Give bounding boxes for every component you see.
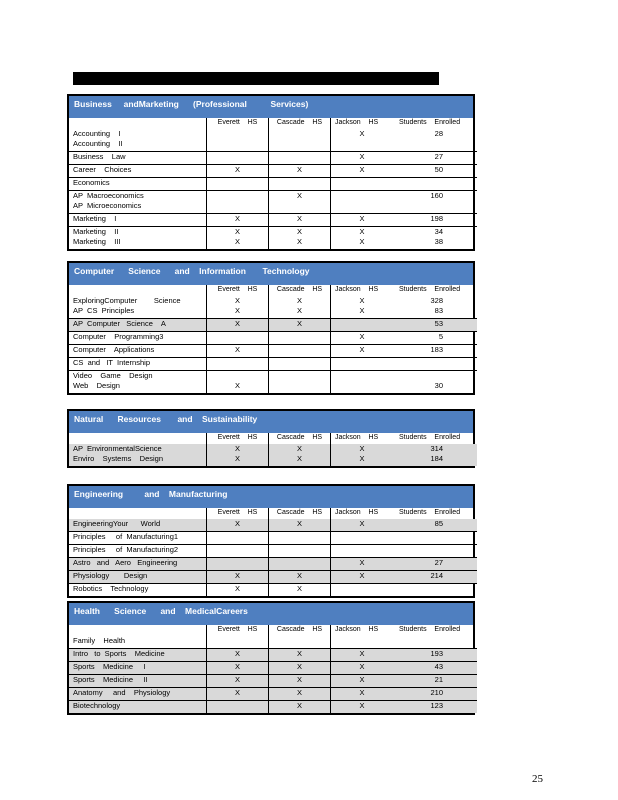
jackson-enrolled-cell	[331, 571, 478, 584]
header-course	[69, 508, 207, 519]
table-row	[69, 371, 477, 394]
course-section	[67, 94, 475, 251]
jackson-enrolled-cell	[331, 178, 478, 191]
table-row	[69, 532, 477, 545]
jackson-enrolled-cell	[331, 358, 478, 371]
everett-mark: X	[207, 675, 269, 688]
enrolled-count: 5	[438, 332, 443, 341]
course-name: Accounting I Accounting II	[73, 129, 123, 148]
header-enrolled: Students Enrolled	[399, 286, 461, 293]
table-row	[69, 345, 477, 358]
jackson-mark: X	[359, 675, 365, 684]
course-name: AP EnvironmentalScience Enviro Systems Design	[69, 444, 207, 466]
enrolled-count: 34 38	[434, 227, 443, 246]
enrolled-count: 160	[430, 191, 443, 200]
table-row	[69, 358, 477, 371]
cascade-mark	[269, 129, 331, 152]
enrolled-count: 27	[434, 558, 443, 567]
header-jackson: Jackson HS	[335, 626, 379, 633]
jackson-enrolled-cell	[331, 129, 478, 152]
header-course	[69, 118, 207, 129]
header-jackson-enrolled	[331, 433, 478, 444]
enrolled-count: 183	[430, 345, 443, 354]
everett-mark: X	[207, 571, 269, 584]
jackson-enrolled-cell	[331, 545, 478, 558]
course-section	[67, 601, 475, 715]
everett-mark: X	[207, 662, 269, 675]
enrolled-count: 123	[430, 701, 443, 710]
table-row	[69, 165, 477, 178]
everett-mark	[207, 178, 269, 191]
everett-mark: X X	[207, 444, 269, 466]
jackson-mark: X	[359, 214, 365, 223]
everett-mark	[207, 191, 269, 214]
everett-mark	[207, 701, 269, 714]
course-name: EngineeringYour World	[69, 519, 207, 532]
header-everett: Everett HS	[207, 118, 269, 129]
course-name: Economics	[69, 178, 207, 191]
enrolled-count: 328 83	[430, 296, 443, 315]
course-section	[67, 484, 475, 598]
enrolled-count: 210	[430, 688, 443, 697]
cascade-mark: X	[269, 319, 331, 332]
course-section	[67, 409, 475, 468]
everett-mark	[207, 358, 269, 371]
jackson-enrolled-cell	[331, 371, 478, 394]
course-table	[69, 508, 477, 596]
jackson-mark: X	[359, 558, 365, 567]
cascade-mark: X X	[269, 296, 331, 319]
jackson-mark: X	[359, 571, 365, 580]
section-title: Natural Resources and Sustainability	[69, 411, 473, 433]
course-name: Sports Medicine I	[69, 662, 207, 675]
everett-mark: X	[207, 214, 269, 227]
header-enrolled: Students Enrolled	[399, 509, 461, 516]
table-row	[69, 444, 477, 466]
cascade-mark: X	[269, 214, 331, 227]
section-title: Business andMarketing (Professional Services)	[69, 96, 473, 118]
course-name: Robotics Technology	[69, 584, 207, 597]
table-row	[69, 701, 477, 714]
enrolled-count: 21	[434, 675, 443, 684]
everett-mark: X	[207, 319, 269, 332]
jackson-mark: X	[359, 662, 365, 671]
course-name: Anatomy and Physiology	[69, 688, 207, 701]
jackson-enrolled-cell	[331, 165, 478, 178]
jackson-mark: X	[359, 649, 365, 658]
enrolled-count: 43	[434, 662, 443, 671]
course-name: Business Law	[69, 152, 207, 165]
course-table	[69, 285, 477, 393]
jackson-enrolled-cell	[331, 214, 478, 227]
header-enrolled: Students Enrolled	[399, 626, 461, 633]
header-everett: Everett HS	[207, 625, 269, 636]
course-table	[69, 625, 477, 713]
everett-mark: X	[207, 688, 269, 701]
jackson-mark: X X	[359, 227, 365, 246]
column-header-row	[69, 285, 477, 296]
table-row	[69, 332, 477, 345]
cascade-mark: X	[269, 675, 331, 688]
header-enrolled: Students Enrolled	[399, 119, 461, 126]
header-everett: Everett HS	[207, 433, 269, 444]
jackson-mark: X	[359, 332, 365, 341]
course-section	[67, 261, 475, 395]
everett-mark	[207, 532, 269, 545]
table-row	[69, 296, 477, 319]
table-row	[69, 649, 477, 662]
cascade-mark	[269, 152, 331, 165]
jackson-mark: X X	[359, 444, 365, 463]
jackson-mark: X	[359, 165, 365, 174]
everett-mark	[207, 332, 269, 345]
everett-mark: X	[207, 519, 269, 532]
cascade-mark	[269, 345, 331, 358]
table-row	[69, 558, 477, 571]
header-everett: Everett HS	[207, 285, 269, 296]
table-row	[69, 571, 477, 584]
column-header-row	[69, 433, 477, 444]
cascade-mark: X	[269, 701, 331, 714]
header-jackson-enrolled	[331, 285, 478, 296]
table-row	[69, 129, 477, 152]
jackson-enrolled-cell	[331, 296, 478, 319]
jackson-enrolled-cell	[331, 345, 478, 358]
course-name: Computer Applications	[69, 345, 207, 358]
column-header-row	[69, 508, 477, 519]
header-jackson: Jackson HS	[335, 119, 379, 126]
course-name: Principles of Manufacturing2	[69, 545, 207, 558]
table-row	[69, 584, 477, 597]
course-name: Family Health	[73, 636, 126, 645]
course-name: CS and IT Internship	[69, 358, 207, 371]
header-jackson-enrolled	[331, 625, 478, 636]
everett-mark	[207, 545, 269, 558]
course-name: Physiology Design	[69, 571, 207, 584]
jackson-mark: X	[359, 519, 365, 528]
header-jackson-enrolled	[331, 508, 478, 519]
header-course	[69, 625, 207, 636]
cascade-mark	[269, 332, 331, 345]
jackson-enrolled-cell	[331, 662, 478, 675]
page-number: 25	[532, 773, 543, 785]
everett-mark: X	[207, 371, 269, 394]
course-name: Biotechnology	[69, 701, 207, 714]
course-name: AP Macroeconomics AP Microeconomics	[69, 191, 207, 214]
table-row	[69, 688, 477, 701]
header-cascade: Cascade HS	[269, 508, 331, 519]
everett-mark	[207, 129, 269, 152]
enrolled-count: 30	[434, 381, 443, 390]
jackson-enrolled-cell	[331, 701, 478, 714]
jackson-enrolled-cell	[331, 227, 478, 250]
table-row	[69, 519, 477, 532]
cascade-mark	[269, 178, 331, 191]
course-name: Marketing I	[69, 214, 207, 227]
course-name: ExploringComputer Science AP CS Principles	[73, 296, 181, 315]
table-row	[69, 675, 477, 688]
cascade-mark	[269, 532, 331, 545]
jackson-enrolled-cell	[331, 649, 478, 662]
course-name: Video Game Design Web Design	[69, 371, 207, 394]
header-everett: Everett HS	[207, 508, 269, 519]
jackson-mark: X	[359, 129, 365, 138]
header-cascade: Cascade HS	[269, 118, 331, 129]
table-row	[69, 545, 477, 558]
jackson-enrolled-cell	[331, 688, 478, 701]
jackson-mark: X	[359, 152, 365, 161]
everett-mark	[207, 152, 269, 165]
table-row	[69, 214, 477, 227]
header-course	[69, 285, 207, 296]
table-row	[69, 178, 477, 191]
enrolled-count: 314 184	[430, 444, 443, 463]
header-course	[69, 433, 207, 444]
course-name: Astro and Aero Engineering	[69, 558, 207, 571]
everett-mark: X	[207, 584, 269, 597]
table-row	[69, 662, 477, 675]
course-name: AP Computer Science A	[69, 319, 207, 332]
table-row	[69, 319, 477, 332]
jackson-enrolled-cell	[331, 191, 478, 214]
cascade-mark: X	[269, 584, 331, 597]
everett-mark	[207, 636, 269, 649]
enrolled-count: 28	[434, 129, 443, 138]
everett-mark	[207, 558, 269, 571]
jackson-enrolled-cell	[331, 532, 478, 545]
cascade-mark	[269, 558, 331, 571]
course-name: Sports Medicine II	[69, 675, 207, 688]
section-title: Computer Science and Information Technology	[69, 263, 473, 285]
header-jackson: Jackson HS	[335, 286, 379, 293]
column-header-row	[69, 118, 477, 129]
jackson-mark: X	[359, 701, 365, 710]
enrolled-count: 198	[430, 214, 443, 223]
cascade-mark: X	[269, 649, 331, 662]
header-cascade: Cascade HS	[269, 625, 331, 636]
table-row	[69, 152, 477, 165]
cascade-mark: X X	[269, 444, 331, 466]
jackson-enrolled-cell	[331, 332, 478, 345]
jackson-enrolled-cell	[331, 558, 478, 571]
everett-mark: X X	[207, 296, 269, 319]
header-enrolled: Students Enrolled	[399, 434, 461, 441]
course-table	[69, 433, 477, 466]
cascade-mark: X	[269, 519, 331, 532]
jackson-enrolled-cell	[331, 152, 478, 165]
cascade-mark	[269, 636, 331, 649]
everett-mark: X	[207, 165, 269, 178]
jackson-enrolled-cell	[331, 636, 478, 649]
everett-mark: X	[207, 649, 269, 662]
header-cascade: Cascade HS	[269, 285, 331, 296]
enrolled-count: 50	[434, 165, 443, 174]
cascade-mark: X	[269, 191, 331, 214]
enrolled-count: 193	[430, 649, 443, 658]
cascade-mark	[269, 371, 331, 394]
table-row	[69, 636, 477, 649]
course-name: Marketing II Marketing III	[69, 227, 207, 250]
course-name: Principles of Manufacturing1	[69, 532, 207, 545]
jackson-enrolled-cell	[331, 319, 478, 332]
section-title: Engineering and Manufacturing	[69, 486, 473, 508]
enrolled-count: 85	[434, 519, 443, 528]
everett-mark: X	[207, 345, 269, 358]
jackson-enrolled-cell	[331, 444, 478, 466]
jackson-mark: X	[359, 688, 365, 697]
enrolled-count: 214	[430, 571, 443, 580]
table-row	[69, 227, 477, 250]
everett-mark: X X	[207, 227, 269, 250]
cascade-mark	[269, 358, 331, 371]
header-cascade: Cascade HS	[269, 433, 331, 444]
enrolled-count: 53	[434, 319, 443, 328]
jackson-mark: X X	[359, 296, 365, 315]
redacted-header-bar	[73, 72, 439, 85]
jackson-enrolled-cell	[331, 584, 478, 597]
course-name: Career Choices	[69, 165, 207, 178]
cascade-mark: X	[269, 688, 331, 701]
table-row	[69, 191, 477, 214]
column-header-row	[69, 625, 477, 636]
section-title: Health Science and MedicalCareers	[69, 603, 473, 625]
jackson-mark: X	[359, 345, 365, 354]
course-name: Computer Programming3	[69, 332, 207, 345]
cascade-mark	[269, 545, 331, 558]
header-jackson: Jackson HS	[335, 509, 379, 516]
course-name: Intro to Sports Medicine	[69, 649, 207, 662]
jackson-enrolled-cell	[331, 675, 478, 688]
enrolled-count: 27	[434, 152, 443, 161]
cascade-mark: X	[269, 571, 331, 584]
jackson-enrolled-cell	[331, 519, 478, 532]
cascade-mark: X	[269, 165, 331, 178]
cascade-mark: X X	[269, 227, 331, 250]
course-table	[69, 118, 477, 249]
cascade-mark: X	[269, 662, 331, 675]
header-jackson: Jackson HS	[335, 434, 379, 441]
header-jackson-enrolled	[331, 118, 478, 129]
